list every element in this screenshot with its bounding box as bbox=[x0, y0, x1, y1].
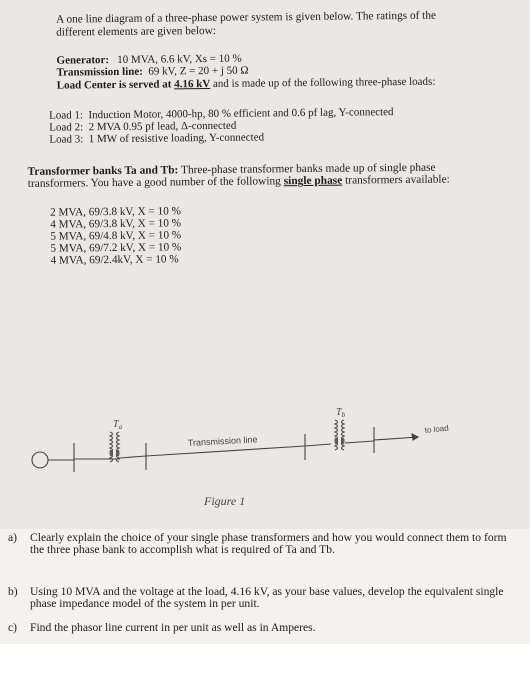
transmission-value: 69 kV, Z = 20 + j 50 Ω bbox=[148, 64, 249, 78]
transmission-label: Transmission line: bbox=[56, 65, 143, 79]
transformer-banks-label: Transformer banks Ta and Tb: bbox=[27, 164, 179, 178]
load-text: 1 MW of resistive loading, Y-connected bbox=[88, 131, 265, 146]
load-center-post: and is made up of the following three-phase loads: bbox=[210, 75, 436, 90]
question-text: Clearly explain the choice of your single phase transformers and how you would connect them to form the three phase bank to accomplish what is required of Ta and Tb. bbox=[30, 531, 507, 556]
ta-label: $T_a$ bbox=[113, 419, 123, 431]
load-center-voltage: 4.16 kV bbox=[174, 77, 211, 90]
question-b bbox=[8, 586, 513, 610]
question-a bbox=[8, 532, 513, 556]
generator-label: Generator: bbox=[56, 54, 110, 67]
transformer-banks-text-post: transformers available: bbox=[342, 173, 450, 188]
question-label: b) bbox=[8, 585, 18, 598]
transformer-option: 4 MVA, 69/2.4kV, X = 10 % bbox=[50, 253, 179, 268]
to-load-label: to load bbox=[424, 423, 450, 435]
generator-symbol bbox=[32, 452, 48, 468]
load-label: Load 2: bbox=[49, 121, 84, 134]
transformer-option: 2 MVA, 69/3.8 kV, X = 10 % bbox=[50, 205, 181, 219]
figure-caption: Figure 1 bbox=[204, 494, 246, 508]
tb-label: $T_b$ bbox=[336, 407, 346, 419]
question-label: c) bbox=[8, 621, 18, 634]
transformer-banks-text-pre: Three-phase transformer banks made up of single phase transformers. You have a good number of the following bbox=[27, 161, 436, 191]
load-text: Induction Motor, 4000-hp, 80 % efficient and 0.6 pf lag, Y-connected bbox=[88, 105, 394, 122]
load-label: Load 3: bbox=[49, 133, 84, 146]
transformer-banks-underlined: single phase bbox=[283, 175, 343, 188]
generator-value: 10 MVA, 6.6 kV, Xs = 10 % bbox=[117, 52, 242, 66]
question-label: a) bbox=[8, 531, 18, 544]
load-lead bbox=[374, 437, 418, 440]
tb-lead bbox=[345, 441, 374, 443]
questions-block bbox=[0, 529, 530, 644]
transmission-line-label: Transmission line bbox=[187, 434, 258, 448]
question-text: Using 10 MVA and the voltage at the load, 4.16 kV, as your base values, develop the equivalent single phase impedance model of the system in per unit. bbox=[30, 585, 504, 610]
bus-lead bbox=[305, 444, 331, 446]
transformer-option: 5 MVA, 69/4.8 kV, X = 10 % bbox=[50, 229, 182, 243]
transmission-line bbox=[146, 446, 305, 456]
load-label: Load 1: bbox=[49, 109, 84, 122]
transformer-option: 4 MVA, 69/3.8 kV, X = 10 % bbox=[50, 217, 182, 231]
load-text: 2 MVA 0.95 pf lead, Δ-connected bbox=[88, 119, 237, 134]
transformer-ta-symbol bbox=[110, 432, 119, 462]
intro-paragraph: A one line diagram of a three-phase power system is given below. The ratings of the different elements are given below: bbox=[55, 9, 437, 39]
ta-lead bbox=[120, 456, 146, 458]
load-arrow-icon bbox=[412, 434, 418, 440]
load-center-pre: Load Center is served at bbox=[56, 77, 175, 92]
transformer-option: 5 MVA, 69/7.2 kV, X = 10 % bbox=[50, 241, 182, 256]
question-text: Find the phasor line current in per unit as well as in Amperes. bbox=[30, 621, 316, 634]
transformer-tb-symbol bbox=[335, 420, 344, 450]
question-c bbox=[8, 622, 513, 634]
